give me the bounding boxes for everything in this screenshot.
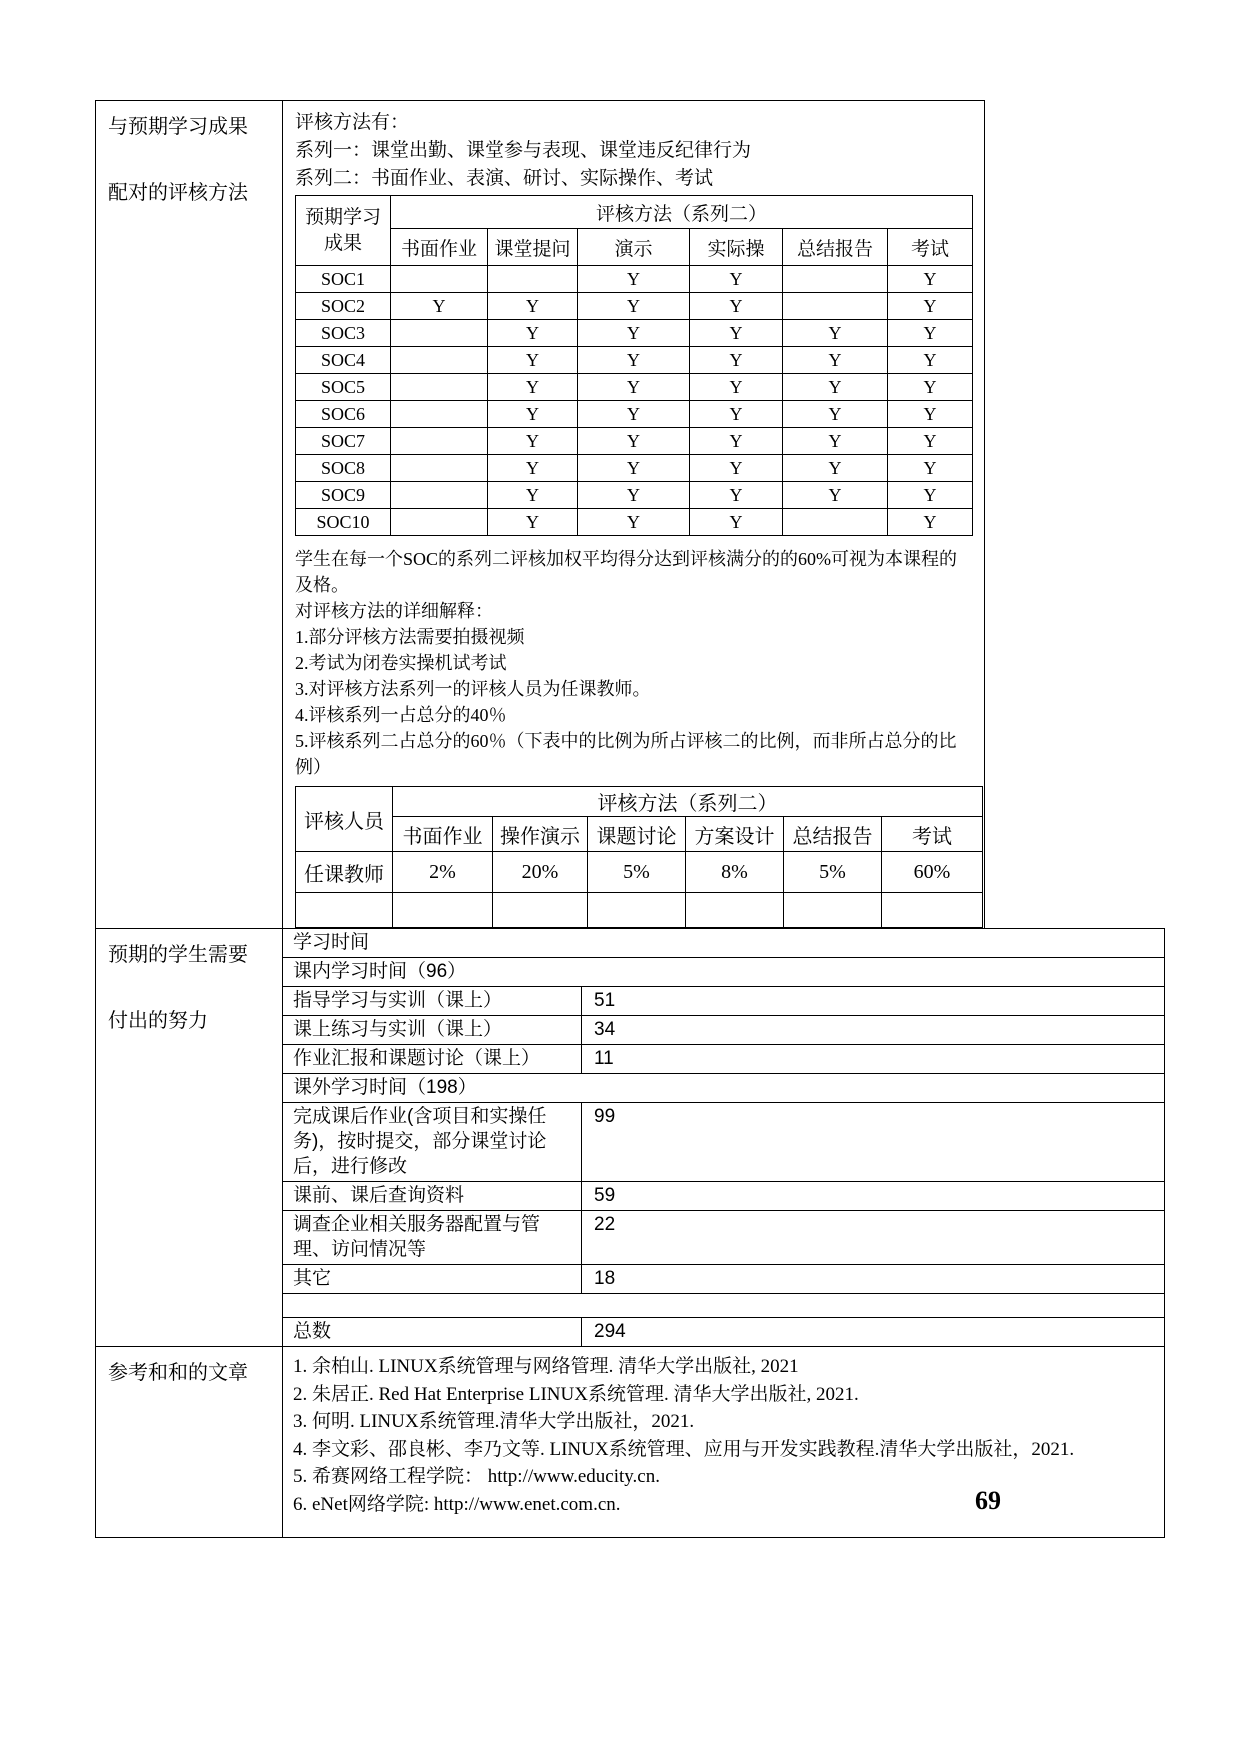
assessment-intro bbox=[283, 101, 984, 193]
reference-item: 2. 朱居正. Red Hat Enterprise LINUX系统管理. 清华大学出版社, 2021. bbox=[293, 1383, 859, 1405]
soc-mark: Y bbox=[888, 401, 973, 428]
effort-hours: 99 bbox=[594, 1106, 616, 1127]
reference-item: 3. 何明. LINUX系统管理.清华大学出版社，2021. bbox=[293, 1411, 695, 1432]
soc-table-header-row bbox=[296, 196, 973, 229]
weights-empty-row bbox=[296, 893, 983, 928]
effort-content bbox=[282, 928, 1165, 1347]
soc-row bbox=[296, 428, 973, 455]
soc-label: SOC3 bbox=[296, 320, 391, 347]
soc-mark bbox=[391, 266, 488, 293]
soc-label: SOC5 bbox=[296, 374, 391, 401]
soc-group-header: 评核方法（系列二） bbox=[391, 196, 973, 229]
section-label-line: 预期的学生需要 bbox=[108, 944, 248, 966]
effort-hours: 18 bbox=[594, 1268, 616, 1289]
effort-row bbox=[283, 1182, 1164, 1211]
soc-mark: Y bbox=[888, 509, 973, 536]
soc-mark: Y bbox=[783, 428, 888, 455]
note-line: 对评核方法的详细解释： bbox=[295, 601, 493, 621]
soc-mark: Y bbox=[488, 374, 578, 401]
empty-cell bbox=[882, 893, 983, 928]
soc-mark: Y bbox=[783, 374, 888, 401]
soc-mark: Y bbox=[578, 482, 690, 509]
soc-mark: Y bbox=[888, 266, 973, 293]
effort-hours: 34 bbox=[594, 1019, 616, 1040]
note-line: 2.考试为闭卷实操机试考试 bbox=[295, 653, 507, 673]
soc-mark bbox=[783, 509, 888, 536]
soc-mark: Y bbox=[888, 293, 973, 320]
effort-hours: 11 bbox=[594, 1048, 614, 1069]
soc-mark bbox=[391, 374, 488, 401]
soc-mark: Y bbox=[690, 293, 783, 320]
empty-cell bbox=[686, 893, 784, 928]
soc-column-header: 演示 bbox=[578, 229, 690, 266]
soc-mark bbox=[391, 428, 488, 455]
assessment-content bbox=[282, 100, 985, 929]
effort-label: 指导学习与实训（课上） bbox=[283, 987, 582, 1015]
soc-mark: Y bbox=[690, 428, 783, 455]
effort-row bbox=[283, 987, 1164, 1016]
soc-mark: Y bbox=[783, 455, 888, 482]
soc-corner-line: 成果 bbox=[323, 232, 362, 254]
note-line: 学生在每一个SOC的系列二评核加权平均得分达到评核满分的的60%可视为本课程的及格。 bbox=[295, 549, 958, 595]
effort-row-empty bbox=[283, 1294, 1164, 1318]
effort-row bbox=[283, 1045, 1164, 1074]
weights-column-header: 操作演示 bbox=[493, 817, 588, 852]
effort-total-label: 总数 bbox=[283, 1318, 582, 1346]
note-line: 3.对评核方法系列一的评核人员为任课教师。 bbox=[295, 679, 651, 699]
soc-row bbox=[296, 482, 973, 509]
soc-mark: Y bbox=[690, 401, 783, 428]
section-label-references bbox=[95, 1346, 283, 1538]
soc-mark: Y bbox=[488, 293, 578, 320]
soc-mark: Y bbox=[783, 401, 888, 428]
soc-label: SOC1 bbox=[296, 266, 391, 293]
effort-row bbox=[283, 958, 1164, 987]
weight-value: 60% bbox=[882, 852, 983, 893]
soc-mark bbox=[391, 482, 488, 509]
effort-label: 作业汇报和课题讨论（课上） bbox=[283, 1045, 582, 1073]
effort-row-total bbox=[283, 1318, 1164, 1346]
soc-label: SOC9 bbox=[296, 482, 391, 509]
soc-mark: Y bbox=[783, 320, 888, 347]
section-label-line: 配对的评核方法 bbox=[108, 182, 248, 204]
soc-mark: Y bbox=[578, 347, 690, 374]
soc-mark bbox=[391, 320, 488, 347]
reference-list bbox=[283, 1347, 1164, 1537]
soc-corner-header bbox=[296, 196, 391, 266]
soc-mark: Y bbox=[578, 266, 690, 293]
soc-mark bbox=[783, 293, 888, 320]
soc-mark: Y bbox=[578, 455, 690, 482]
weights-subheader-row bbox=[296, 817, 983, 852]
soc-mark: Y bbox=[888, 347, 973, 374]
weights-column-header: 考试 bbox=[882, 817, 983, 852]
weights-column-header: 方案设计 bbox=[686, 817, 784, 852]
effort-total-hours: 294 bbox=[594, 1321, 626, 1342]
intro-line: 评核方法有： bbox=[295, 112, 410, 133]
soc-mark: Y bbox=[488, 428, 578, 455]
soc-label: SOC6 bbox=[296, 401, 391, 428]
soc-row bbox=[296, 320, 973, 347]
effort-label: 其它 bbox=[283, 1265, 582, 1293]
section-label-line: 参考和和的文章 bbox=[108, 1362, 248, 1384]
section-references bbox=[95, 1346, 1165, 1538]
weight-value: 20% bbox=[493, 852, 588, 893]
effort-hours: 51 bbox=[594, 990, 616, 1011]
soc-column-header: 考试 bbox=[888, 229, 973, 266]
soc-mark: Y bbox=[888, 428, 973, 455]
effort-label: 调查企业相关服务器配置与管理、访问情况等 bbox=[283, 1211, 582, 1264]
reference-item: 6. eNet网络学院: http://www.enet.com.cn. bbox=[293, 1493, 621, 1515]
soc-mark: Y bbox=[888, 482, 973, 509]
soc-mark: Y bbox=[488, 347, 578, 374]
reference-item: 5. 希赛网络工程学院： http://www.educity.cn. bbox=[293, 1466, 660, 1487]
weights-header-row bbox=[296, 787, 983, 817]
soc-mark: Y bbox=[488, 320, 578, 347]
effort-row bbox=[283, 929, 1164, 958]
soc-column-header: 课堂提问 bbox=[488, 229, 578, 266]
section-label-effort bbox=[95, 928, 283, 1347]
weights-data-row bbox=[296, 852, 983, 893]
section-assessment-methods bbox=[95, 100, 1165, 929]
soc-mark: Y bbox=[783, 347, 888, 374]
soc-mark: Y bbox=[783, 482, 888, 509]
soc-mark: Y bbox=[578, 320, 690, 347]
effort-row bbox=[283, 1016, 1164, 1045]
weight-value: 5% bbox=[588, 852, 686, 893]
soc-label: SOC4 bbox=[296, 347, 391, 374]
effort-label: 学习时间 bbox=[293, 932, 370, 953]
soc-mark: Y bbox=[391, 293, 488, 320]
section-student-effort bbox=[95, 928, 1165, 1347]
effort-hours: 22 bbox=[594, 1214, 616, 1235]
effort-label: 课外学习时间（198） bbox=[293, 1077, 477, 1098]
soc-label: SOC7 bbox=[296, 428, 391, 455]
intro-line: 系列二：书面作业、表演、研讨、实际操作、考试 bbox=[295, 168, 714, 189]
soc-mark bbox=[488, 266, 578, 293]
note-line: 5.评核系列二占总分的60％（下表中的比例为所占评核二的比例，而非所占总分的比例） bbox=[295, 731, 957, 777]
soc-column-header: 总结报告 bbox=[783, 229, 888, 266]
weight-value: 2% bbox=[393, 852, 493, 893]
effort-label bbox=[283, 1294, 1164, 1317]
soc-mark: Y bbox=[488, 509, 578, 536]
soc-mark: Y bbox=[690, 266, 783, 293]
soc-mark: Y bbox=[690, 482, 783, 509]
intro-line: 系列一：课堂出勤、课堂参与表现、课堂违反纪律行为 bbox=[295, 140, 752, 161]
soc-row bbox=[296, 374, 973, 401]
section-label-line: 付出的努力 bbox=[108, 1010, 208, 1032]
effort-row bbox=[283, 1211, 1164, 1265]
soc-mark: Y bbox=[888, 374, 973, 401]
soc-row bbox=[296, 293, 973, 320]
empty-cell bbox=[784, 893, 882, 928]
soc-mark: Y bbox=[578, 401, 690, 428]
soc-row bbox=[296, 401, 973, 428]
soc-row bbox=[296, 266, 973, 293]
assessment-weights-table bbox=[295, 786, 983, 928]
soc-label: SOC2 bbox=[296, 293, 391, 320]
soc-mark: Y bbox=[690, 347, 783, 374]
soc-mark: Y bbox=[690, 509, 783, 536]
soc-mark bbox=[391, 509, 488, 536]
soc-assessment-table bbox=[295, 195, 973, 536]
section-label-assessment bbox=[95, 100, 283, 929]
soc-row bbox=[296, 347, 973, 374]
soc-mark: Y bbox=[888, 455, 973, 482]
soc-mark: Y bbox=[578, 509, 690, 536]
effort-label: 完成课后作业(含项目和实操任务)，按时提交，部分课堂讨论后，进行修改 bbox=[283, 1103, 582, 1181]
empty-cell bbox=[588, 893, 686, 928]
soc-mark: Y bbox=[690, 320, 783, 347]
weights-column-header: 书面作业 bbox=[393, 817, 493, 852]
effort-row bbox=[283, 1074, 1164, 1103]
empty-cell bbox=[393, 893, 493, 928]
soc-mark bbox=[391, 401, 488, 428]
weights-corner-header: 评核人员 bbox=[296, 787, 393, 852]
soc-label: SOC10 bbox=[296, 509, 391, 536]
soc-mark: Y bbox=[578, 428, 690, 455]
soc-mark: Y bbox=[888, 320, 973, 347]
weights-column-header: 课题讨论 bbox=[588, 817, 686, 852]
weight-value: 8% bbox=[686, 852, 784, 893]
soc-mark: Y bbox=[488, 482, 578, 509]
weights-column-header: 总结报告 bbox=[784, 817, 882, 852]
soc-mark: Y bbox=[578, 293, 690, 320]
soc-mark: Y bbox=[690, 455, 783, 482]
soc-column-header: 书面作业 bbox=[391, 229, 488, 266]
weights-group-header: 评核方法（系列二） bbox=[393, 787, 983, 817]
soc-label: SOC8 bbox=[296, 455, 391, 482]
soc-corner-line: 预期学习 bbox=[304, 206, 381, 228]
effort-hours: 59 bbox=[594, 1185, 616, 1206]
course-outline-table bbox=[95, 100, 1165, 1538]
soc-column-header: 实际操 bbox=[690, 229, 783, 266]
soc-mark: Y bbox=[578, 374, 690, 401]
assessment-notes bbox=[283, 536, 984, 786]
soc-mark bbox=[391, 455, 488, 482]
note-line: 4.评核系列一占总分的40％ bbox=[295, 705, 507, 725]
soc-row bbox=[296, 455, 973, 482]
weight-value: 5% bbox=[784, 852, 882, 893]
references-content bbox=[282, 1346, 1165, 1538]
effort-label: 课前、课后查询资料 bbox=[283, 1182, 582, 1210]
effort-label: 课内学习时间（96） bbox=[293, 961, 467, 982]
empty-cell bbox=[493, 893, 588, 928]
soc-table-subheader-row bbox=[296, 229, 973, 266]
reference-item: 4. 李文彩、邵良彬、李乃文等. LINUX系统管理、应用与开发实践教程.清华大学出版社，2021. bbox=[293, 1438, 1075, 1460]
effort-row bbox=[283, 1103, 1164, 1182]
section-label-line: 与预期学习成果 bbox=[108, 116, 248, 138]
soc-mark: Y bbox=[690, 374, 783, 401]
effort-label: 课上练习与实训（课上） bbox=[283, 1016, 582, 1044]
effort-row bbox=[283, 1265, 1164, 1294]
note-line: 1.部分评核方法需要拍摄视频 bbox=[295, 627, 525, 647]
weights-row-label: 任课教师 bbox=[296, 852, 393, 893]
reference-item: 1. 余柏山. LINUX系统管理与网络管理. 清华大学出版社, 2021 bbox=[293, 1356, 799, 1377]
soc-mark bbox=[391, 347, 488, 374]
soc-mark bbox=[783, 266, 888, 293]
soc-mark: Y bbox=[488, 455, 578, 482]
soc-mark: Y bbox=[488, 401, 578, 428]
soc-row bbox=[296, 509, 973, 536]
page-number: 69 bbox=[975, 1486, 1001, 1515]
empty-cell bbox=[296, 893, 393, 928]
